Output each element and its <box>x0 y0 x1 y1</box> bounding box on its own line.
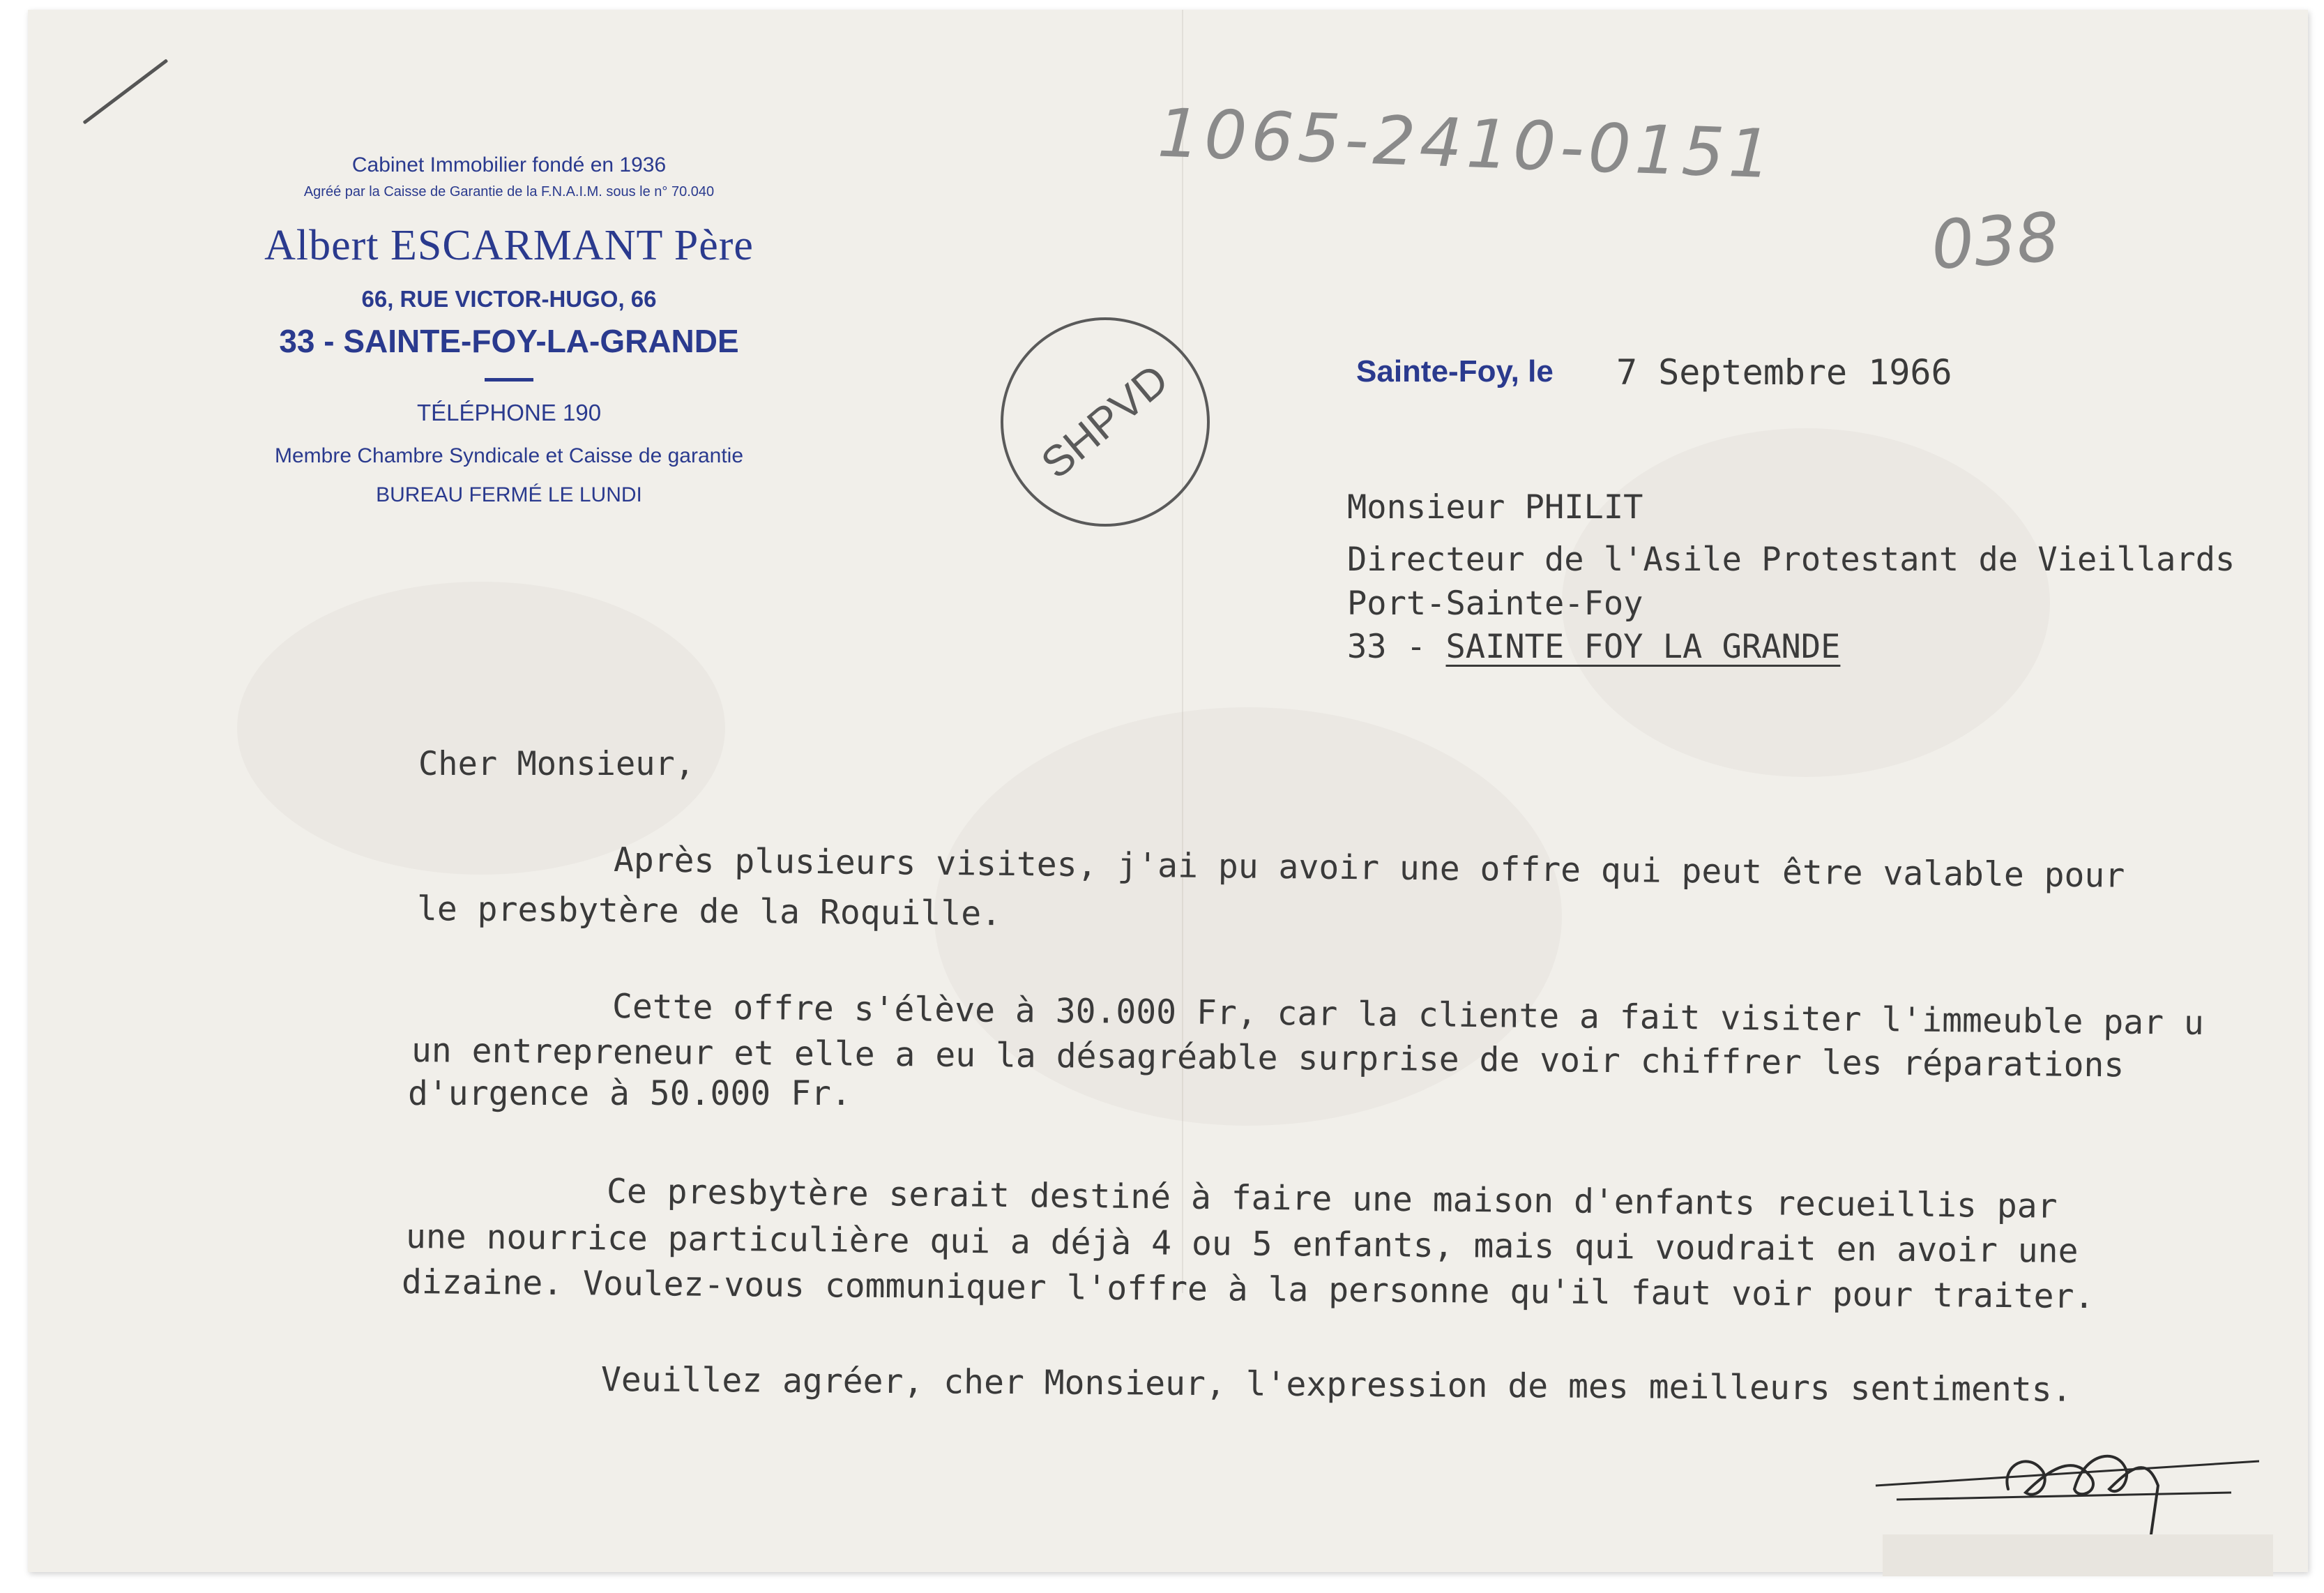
letterhead-agreement: Agréé par la Caisse de Garantie de la F.N.A.I.M. sous le n° 70.040 <box>303 184 715 199</box>
letterhead-name: Albert ESCARMANT Père <box>264 222 754 269</box>
letterhead-street: 66, RUE VICTOR-HUGO, 66 <box>361 286 657 312</box>
paragraph-3-line-1: Ce presbytère serait destiné à faire une maison d'enfants recueillis par <box>606 1172 2058 1226</box>
archive-reference: 1065-2410-0151 <box>1156 93 1777 194</box>
recipient-locality: Port-Sainte-Foy <box>1347 584 1643 623</box>
date-place: Sainte-Foy, le <box>1356 354 1554 388</box>
recipient-postcode: 33 - <box>1347 628 1446 666</box>
staple-mark <box>82 59 168 124</box>
archive-subreference: 038 <box>1929 197 2062 285</box>
letterhead-city: 33 - SAINTE-FOY-LA-GRANDE <box>279 323 739 359</box>
paper-bottom-edge <box>1883 1534 2273 1576</box>
date-value: 7 Septembre 1966 <box>1616 352 1952 393</box>
salutation: Cher Monsieur, <box>418 745 695 783</box>
closing-formula: Veuillez agréer, cher Monsieur, l'expression de mes meilleurs sentiments. <box>600 1360 2072 1410</box>
letterhead-closed-day: BUREAU FERMÉ LE LUNDI <box>376 483 642 506</box>
stamp-text: SHPVD <box>1032 355 1178 488</box>
recipient-title: Directeur de l'Asile Protestant de Vieillards <box>1347 541 2235 579</box>
paragraph-1-line-2: le presbytère de la Roquille. <box>416 889 1002 934</box>
letterhead <box>174 153 844 507</box>
recipient-city: SAINTE FOY LA GRANDE <box>1445 628 1841 666</box>
paragraph-2-line-2: un entrepreneur et elle a eu la désagréable surprise de voir chiffrer les réparations <box>411 1031 2125 1085</box>
paragraph-3-line-3: dizaine. Voulez-vous communiquer l'offre à la personne qu'il faut voir pour traiter. <box>401 1262 2095 1317</box>
recipient-name: Monsieur PHILIT <box>1347 488 1643 527</box>
paragraph-2-line-1: Cette offre s'élève à 30.000 Fr, car la cliente a fait visiter l'immeuble par u <box>612 987 2205 1043</box>
paper-stain <box>237 582 725 875</box>
paragraph-3-line-2: une nourrice particulière qui a déjà 4 ou 5 enfants, mais qui voudrait en avoir une <box>405 1217 2079 1271</box>
shpvd-stamp <box>997 314 1213 530</box>
letterhead-founded: Cabinet Immobilier fondé en 1936 <box>351 153 667 176</box>
paragraph-2-line-3: d'urgence à 50.000 Fr. <box>408 1074 851 1113</box>
letterhead-membership: Membre Chambre Syndicale et Caisse de garantie <box>275 444 743 467</box>
handwritten-signature <box>1869 1423 2259 1548</box>
recipient-city-line <box>1347 628 1840 666</box>
paragraph-1-line-1: Après plusieurs visites, j'ai pu avoir une offre qui peut être valable pour <box>613 840 2125 896</box>
letterhead-phone: TÉLÉPHONE 190 <box>416 400 602 425</box>
letterhead-divider <box>485 378 533 382</box>
